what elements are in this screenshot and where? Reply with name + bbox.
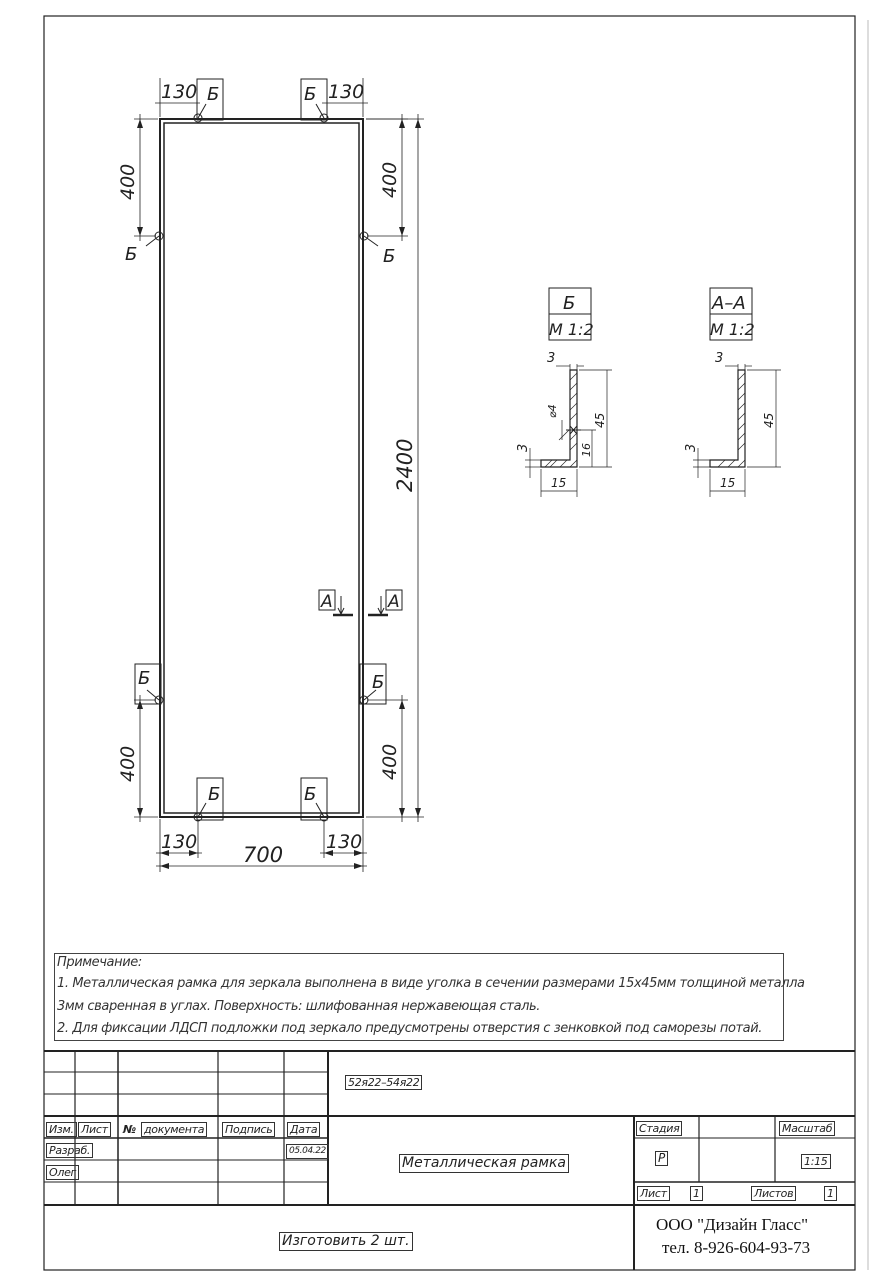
frame-outer xyxy=(160,119,363,817)
section-markers xyxy=(319,590,402,615)
company-phone: тел. 8-926-604-93-73 xyxy=(662,1238,811,1257)
dim-left-top-400: 400 xyxy=(117,163,139,200)
dim-width-700: 700 xyxy=(243,843,284,867)
header-izm: Изм. xyxy=(46,1122,77,1137)
dim-right-bottom-400: 400 xyxy=(379,743,401,780)
detail-label-b: Б xyxy=(304,84,317,105)
section-label-a: А xyxy=(388,592,400,612)
frame-view xyxy=(160,119,363,817)
scale-value: 1:15 xyxy=(801,1154,831,1169)
header-sign: Подпись xyxy=(222,1122,275,1137)
detail-label-b: Б xyxy=(304,784,317,805)
stage-value: Р xyxy=(655,1151,668,1166)
stage-label: Стадия xyxy=(636,1121,682,1136)
dim-right-top-400: 400 xyxy=(379,161,401,198)
notes-line-2: 3мм сваренная в углах. Поверхность: шлифованная нержавеющая сталь. xyxy=(57,999,541,1014)
dim-height-2400: 2400 xyxy=(393,438,417,492)
razrab-label: Разраб. xyxy=(46,1143,93,1158)
sheet-value: 1 xyxy=(690,1186,703,1201)
detail-b-view xyxy=(516,288,612,497)
sheets-label: Листов xyxy=(751,1186,796,1201)
notes-line-1: 1. Металлическая рамка для зеркала выполнена в виде уголка в сечении размерами 15х45мм толщиной металла xyxy=(57,976,805,991)
dim-bottom-left-130: 130 xyxy=(161,831,198,853)
sheet-label: Лист xyxy=(637,1186,670,1201)
detail-label-b: Б xyxy=(138,668,151,689)
detail-b-dim-16: 16 xyxy=(580,443,593,457)
detail-b-dim-3-top: 3 xyxy=(547,351,556,366)
part-name: Металлическая рамка xyxy=(399,1154,569,1173)
notes-heading: Примечание: xyxy=(57,955,142,970)
quantity-note: Изготовить 2 шт. xyxy=(279,1232,413,1251)
header-list: Лист xyxy=(78,1122,111,1137)
dim-left-bottom-400: 400 xyxy=(117,745,139,782)
detail-label-b: Б xyxy=(208,784,221,805)
detail-label-b: Б xyxy=(383,246,396,267)
section-aa-dim-45: 45 xyxy=(762,412,776,428)
header-date: Дата xyxy=(287,1122,320,1137)
section-aa-dim-15: 15 xyxy=(720,476,736,490)
detail-b-title: Б xyxy=(563,293,576,314)
section-aa-dim-3-side: 3 xyxy=(684,443,699,452)
detail-label-b: Б xyxy=(207,84,220,105)
notes-box xyxy=(54,953,805,1041)
hole-markers xyxy=(155,114,368,821)
section-aa-dim-3-top: 3 xyxy=(715,351,724,366)
dim-bottom-right-130: 130 xyxy=(326,831,363,853)
detail-callouts xyxy=(135,79,386,820)
section-label-a: А xyxy=(321,592,333,612)
scale-label: Масштаб xyxy=(779,1121,835,1136)
detail-b-dim-45: 45 xyxy=(593,412,607,428)
section-aa-scale: М 1:2 xyxy=(710,320,755,339)
section-aa-view xyxy=(684,288,781,497)
author-name: Олег xyxy=(46,1165,79,1180)
dimension-values xyxy=(117,81,417,867)
date-value: 05.04.22 xyxy=(286,1144,329,1159)
notes-line-3: 2. Для фиксации ЛДСП подложки под зеркало предусмотрены отверстия с зенковкой под саморезы потай. xyxy=(57,1021,763,1036)
detail-b-dim-3-side: 3 xyxy=(516,443,531,452)
detail-b-dim-15: 15 xyxy=(551,476,567,490)
detail-label-b: Б xyxy=(125,244,138,265)
frame-inner xyxy=(164,123,359,813)
header-doc: документа xyxy=(141,1122,207,1137)
header-num: № xyxy=(123,1123,136,1136)
sheets-value: 1 xyxy=(824,1186,837,1201)
company-name: ООО "Дизайн Гласс" xyxy=(656,1215,809,1234)
drawing-code: 52я22–54я22 xyxy=(345,1075,422,1090)
detail-labels xyxy=(125,84,395,805)
dim-top-left-130: 130 xyxy=(161,81,198,103)
dim-top-right-130: 130 xyxy=(328,81,365,103)
detail-b-scale: М 1:2 xyxy=(549,320,594,339)
detail-b-dim-hole: ⌀4 xyxy=(546,404,559,418)
section-aa-title: А–А xyxy=(712,293,746,314)
sheet-frame xyxy=(44,16,855,1270)
detail-label-b: Б xyxy=(372,672,385,693)
